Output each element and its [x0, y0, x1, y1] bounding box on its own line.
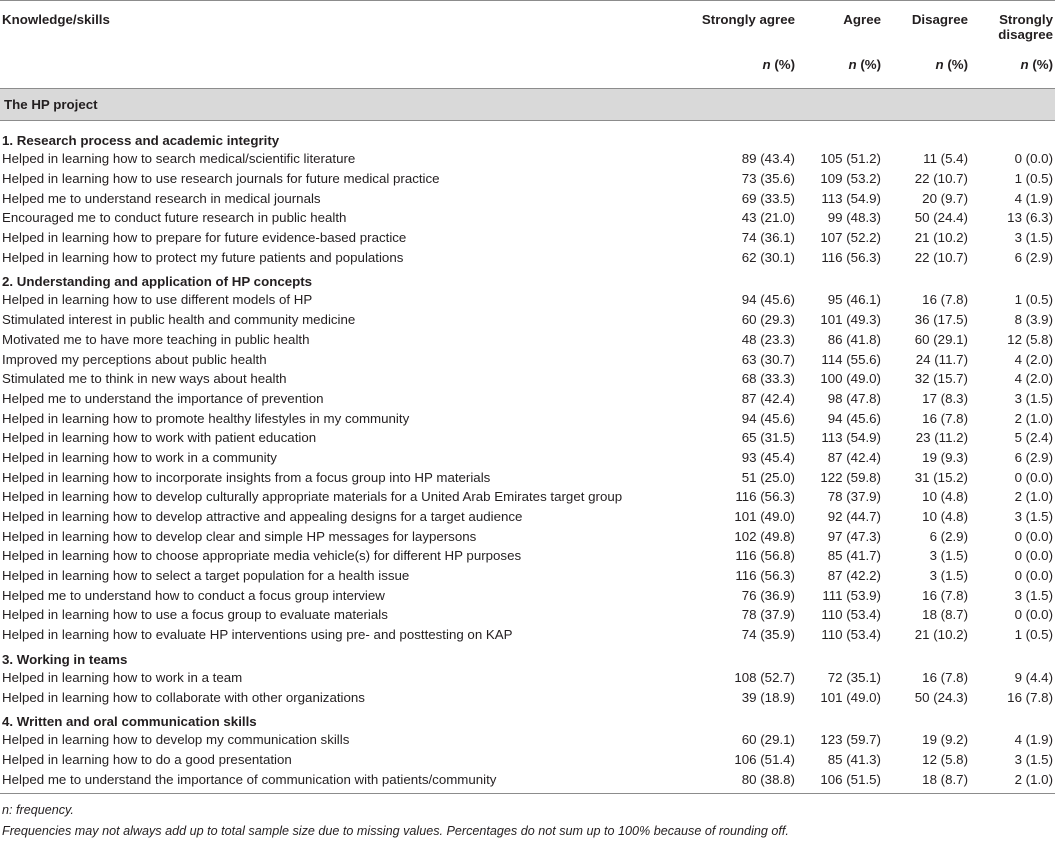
item-label: Helped in learning how to collaborate with other organizations: [2, 689, 365, 705]
strongly-disagree-value: 3 (1.5): [1014, 230, 1053, 246]
table-row: [0, 290, 1055, 310]
subheader-row: [0, 51, 1055, 89]
strongly-agree-value: 116 (56.3): [735, 489, 795, 505]
section-title: 1. Research process and academic integrity: [2, 133, 280, 148]
disagree-value: 22 (10.7): [914, 249, 968, 265]
strongly-disagree-value: 4 (2.0): [1014, 351, 1053, 367]
agree-value: 123 (59.7): [820, 732, 881, 748]
table-row: [0, 310, 1055, 330]
strongly-disagree-value: 1 (0.5): [1014, 292, 1053, 308]
section-heading-row: [0, 707, 1055, 730]
section-heading-row: [0, 267, 1055, 290]
header-disagree: Disagree: [883, 1, 970, 51]
agree-value: 111 (53.9): [822, 587, 881, 603]
strongly-disagree-value: 2 (1.0): [1014, 489, 1053, 505]
table-row: [0, 546, 1055, 566]
disagree-value: 22 (10.7): [914, 171, 968, 187]
strongly-disagree-value: 16 (7.8): [1007, 689, 1053, 705]
disagree-value: 60 (29.1): [914, 331, 968, 347]
table-row: [0, 428, 1055, 448]
n-label: n: [1020, 56, 1029, 72]
pct-label: (%): [947, 56, 968, 72]
table-row: [0, 668, 1055, 688]
disagree-value: 21 (10.2): [914, 627, 968, 643]
item-label: Helped me to understand the importance of prevention: [2, 390, 324, 406]
table-row: [0, 188, 1055, 208]
header-knowledge-skills: Knowledge/skills: [0, 1, 670, 51]
strongly-disagree-value: 2 (1.0): [1014, 410, 1053, 426]
strongly-disagree-value: 12 (5.8): [1007, 331, 1053, 347]
strongly-agree-value: 106 (51.4): [734, 751, 795, 767]
footnote-missing-values: Frequencies may not always add up to total sample size due to missing values. Percentages do not sum up to 100% because of rounding off.: [2, 823, 789, 838]
disagree-value: 24 (11.7): [915, 351, 968, 367]
table-row: [0, 507, 1055, 527]
disagree-value: 6 (2.9): [929, 528, 968, 544]
item-label: Stimulated me to think in new ways about health: [2, 371, 287, 387]
disagree-value: 16 (7.8): [922, 292, 968, 308]
agree-value: 101 (49.3): [820, 312, 881, 328]
strongly-disagree-value: 1 (0.5): [1014, 627, 1053, 643]
strongly-disagree-value: 13 (6.3): [1007, 210, 1053, 226]
disagree-value: 20 (9.7): [922, 190, 968, 206]
item-label: Stimulated interest in public health and community medicine: [2, 312, 356, 328]
agree-value: 110 (53.4): [821, 607, 881, 623]
strongly-agree-value: 80 (38.8): [670, 769, 797, 793]
disagree-value: 18 (8.7): [883, 769, 970, 793]
agree-value: 85 (41.3): [827, 751, 881, 767]
agree-value: 86 (41.8): [827, 331, 881, 347]
strongly-disagree-value: 0 (0.0): [1014, 607, 1053, 623]
table-row: [0, 687, 1055, 707]
disagree-value: 17 (8.3): [922, 390, 968, 406]
strongly-agree-value: 108 (52.7): [734, 669, 795, 685]
agree-value: 106 (51.5): [797, 769, 883, 793]
header-agree: Agree: [797, 1, 883, 51]
item-label: Helped in learning how to prepare for future evidence-based practice: [2, 230, 407, 246]
project-title-row: [0, 89, 1055, 121]
subheader-n-pct: [883, 51, 970, 89]
table-row: [0, 585, 1055, 605]
disagree-value: 16 (7.8): [922, 669, 968, 685]
strongly-disagree-value: 0 (0.0): [1014, 568, 1053, 584]
disagree-value: 23 (11.2): [915, 430, 968, 446]
strongly-agree-value: 102 (49.8): [734, 528, 795, 544]
strongly-disagree-value: 0 (0.0): [1014, 469, 1053, 485]
item-label: Helped in learning how to incorporate insights from a focus group into HP materials: [2, 469, 491, 485]
strongly-agree-value: 60 (29.1): [741, 732, 795, 748]
agree-value: 109 (53.2): [820, 171, 881, 187]
strongly-disagree-value: 0 (0.0): [1014, 548, 1053, 564]
item-label: Helped in learning how to work in a community: [2, 449, 277, 465]
item-label: Helped in learning how to develop attractive and appealing designs for a target audience: [2, 509, 523, 525]
item-label: Helped in learning how to search medical/scientific literature: [2, 151, 356, 167]
strongly-agree-value: 63 (30.7): [741, 351, 795, 367]
table-row: [0, 625, 1055, 645]
disagree-value: 21 (10.2): [914, 230, 968, 246]
strongly-agree-value: 93 (45.4): [741, 449, 795, 465]
agree-value: 72 (35.1): [827, 669, 881, 685]
subheader-blank: [0, 51, 670, 89]
strongly-disagree-value: 1 (0.5): [1014, 171, 1053, 187]
agree-value: 97 (47.3): [827, 528, 881, 544]
strongly-agree-value: 116 (56.8): [735, 548, 795, 564]
strongly-agree-value: 73 (35.6): [741, 171, 795, 187]
table-row: [0, 526, 1055, 546]
strongly-agree-value: 62 (30.1): [741, 249, 795, 265]
strongly-agree-value: 68 (33.3): [741, 371, 795, 387]
agree-value: 114 (55.6): [821, 351, 881, 367]
strongly-disagree-value: 4 (1.9): [1014, 732, 1053, 748]
item-label: Improved my perceptions about public health: [2, 351, 267, 367]
agree-value: 87 (42.4): [827, 449, 881, 465]
disagree-value: 10 (4.8): [922, 489, 968, 505]
header-row: [0, 1, 1055, 51]
item-label: Helped in learning how to use research journals for future medical practice: [2, 171, 440, 187]
disagree-value: 50 (24.4): [914, 210, 968, 226]
strongly-agree-value: 94 (45.6): [741, 410, 795, 426]
strongly-disagree-value: 3 (1.5): [1014, 390, 1053, 406]
table-row: [0, 605, 1055, 625]
disagree-value: 32 (15.7): [914, 371, 968, 387]
n-label: n: [848, 56, 857, 72]
subheader-n-pct: [797, 51, 883, 89]
item-label: Helped me to understand how to conduct a focus group interview: [2, 587, 385, 603]
n-label: n: [762, 56, 771, 72]
item-label: Helped in learning how to work with patient education: [2, 430, 317, 446]
strongly-agree-value: 89 (43.4): [741, 151, 795, 167]
strongly-agree-value: 74 (36.1): [741, 230, 795, 246]
table-row: [0, 566, 1055, 586]
table-row: [0, 769, 1055, 793]
table-row: [0, 228, 1055, 248]
agree-value: 87 (42.2): [827, 568, 881, 584]
item-label: Helped me to understand the importance of communication with patients/community: [0, 769, 670, 793]
agree-value: 122 (59.8): [820, 469, 881, 485]
table-row: [0, 467, 1055, 487]
table-row: [0, 208, 1055, 228]
agree-value: 113 (54.9): [821, 430, 881, 446]
agree-value: 100 (49.0): [820, 371, 881, 387]
agree-value: 92 (44.7): [827, 509, 881, 525]
table-row: [0, 149, 1055, 169]
strongly-agree-value: 48 (23.3): [741, 331, 795, 347]
strongly-disagree-value: 0 (0.0): [1014, 151, 1053, 167]
table-row: [0, 169, 1055, 189]
table-row: [0, 750, 1055, 770]
strongly-disagree-value: 0 (0.0): [1014, 528, 1053, 544]
strongly-disagree-value: 6 (2.9): [1014, 249, 1053, 265]
disagree-value: 19 (9.3): [922, 449, 968, 465]
item-label: Helped in learning how to use a focus group to evaluate materials: [2, 607, 388, 623]
agree-value: 94 (45.6): [827, 410, 881, 426]
item-label: Encouraged me to conduct future research in public health: [2, 210, 347, 226]
disagree-value: 3 (1.5): [929, 548, 968, 564]
strongly-agree-value: 69 (33.5): [741, 190, 795, 206]
item-label: Helped in learning how to evaluate HP interventions using pre- and posttesting on KAP: [2, 627, 513, 643]
strongly-agree-value: 101 (49.0): [734, 509, 795, 525]
agree-value: 95 (46.1): [827, 292, 881, 308]
strongly-agree-value: 65 (31.5): [741, 430, 795, 446]
disagree-value: 36 (17.5): [914, 312, 968, 328]
agree-value: 107 (52.2): [820, 230, 881, 246]
item-label: Helped in learning how to develop culturally appropriate materials for a United Arab Emirates target group: [2, 489, 623, 505]
disagree-value: 16 (7.8): [922, 410, 968, 426]
strongly-agree-value: 94 (45.6): [741, 292, 795, 308]
item-label: Helped me to understand research in medical journals: [2, 190, 321, 206]
agree-value: 99 (48.3): [827, 210, 881, 226]
strongly-disagree-value: 8 (3.9): [1014, 312, 1053, 328]
agree-value: 101 (49.0): [820, 689, 881, 705]
strongly-disagree-value: 3 (1.5): [1014, 751, 1053, 767]
strongly-agree-value: 43 (21.0): [741, 210, 795, 226]
item-label: Helped in learning how to work in a team: [2, 669, 243, 685]
item-label: Helped in learning how to promote healthy lifestyles in my community: [2, 410, 410, 426]
item-label: Helped in learning how to select a target population for a health issue: [2, 568, 410, 584]
disagree-value: 19 (9.2): [922, 732, 968, 748]
table-row: [0, 487, 1055, 507]
agree-value: 105 (51.2): [820, 151, 881, 167]
disagree-value: 3 (1.5): [929, 568, 968, 584]
strongly-agree-value: 51 (25.0): [741, 469, 795, 485]
item-label: Helped in learning how to protect my future patients and populations: [2, 249, 404, 265]
disagree-value: 50 (24.3): [914, 689, 968, 705]
agree-value: 78 (37.9): [827, 489, 881, 505]
strongly-agree-value: 76 (36.9): [741, 587, 795, 603]
header-strongly-agree: Strongly agree: [670, 1, 797, 51]
strongly-disagree-value: 2 (1.0): [970, 769, 1055, 793]
item-label: Helped in learning how to develop clear and simple HP messages for laypersons: [2, 528, 477, 544]
table-row: [0, 247, 1055, 267]
strongly-agree-value: 78 (37.9): [741, 607, 795, 623]
table-row: [0, 369, 1055, 389]
disagree-value: 12 (5.8): [922, 751, 968, 767]
table-row: [0, 448, 1055, 468]
item-label: Helped in learning how to develop my communication skills: [2, 732, 350, 748]
section-heading-row: [0, 645, 1055, 668]
strongly-agree-value: 74 (35.9): [741, 627, 795, 643]
pct-label: (%): [1032, 56, 1053, 72]
table-body: [0, 89, 1055, 794]
section-title: 2. Understanding and application of HP concepts: [2, 274, 313, 290]
header-strongly-disagree: Strongly disagree: [970, 1, 1055, 51]
strongly-disagree-value: 4 (1.9): [1014, 190, 1053, 206]
agree-value: 113 (54.9): [821, 190, 881, 206]
strongly-disagree-value: 3 (1.5): [1014, 509, 1053, 525]
subheader-n-pct: [970, 51, 1055, 89]
project-title: The HP project: [0, 89, 1055, 121]
item-label: Helped in learning how to use different models of HP: [2, 292, 313, 308]
section-title: 4. Written and oral communication skills: [2, 713, 257, 729]
strongly-agree-value: 39 (18.9): [741, 689, 795, 705]
strongly-agree-value: 60 (29.3): [741, 312, 795, 328]
strongly-disagree-value: 9 (4.4): [1014, 669, 1053, 685]
item-label: Motivated me to have more teaching in public health: [2, 331, 310, 347]
item-label: Helped in learning how to choose appropriate media vehicle(s) for different HP purposes: [2, 548, 522, 564]
table-row: [0, 730, 1055, 750]
strongly-agree-value: 87 (42.4): [741, 390, 795, 406]
n-label: n: [935, 56, 944, 72]
strongly-agree-value: 116 (56.3): [735, 568, 795, 584]
section-heading-row: [0, 121, 1055, 150]
table-row: [0, 349, 1055, 369]
strongly-disagree-value: 3 (1.5): [1014, 587, 1053, 603]
disagree-value: 11 (5.4): [923, 151, 968, 167]
table-row: [0, 389, 1055, 409]
section-title: 3. Working in teams: [2, 651, 128, 667]
strongly-disagree-value: 5 (2.4): [1014, 430, 1053, 446]
strongly-disagree-value: 4 (2.0): [1014, 371, 1053, 387]
agree-value: 98 (47.8): [827, 390, 881, 406]
pct-label: (%): [774, 56, 795, 72]
footnote-frequency: n: frequency.: [2, 802, 74, 817]
strongly-disagree-value: 6 (2.9): [1014, 449, 1053, 465]
agree-value: 110 (53.4): [821, 627, 881, 643]
disagree-value: 16 (7.8): [922, 587, 968, 603]
agree-value: 116 (56.3): [821, 249, 881, 265]
table-row: [0, 408, 1055, 428]
agree-value: 85 (41.7): [827, 548, 881, 564]
disagree-value: 18 (8.7): [922, 607, 968, 623]
item-label: Helped in learning how to do a good presentation: [2, 751, 292, 767]
footnotes: [0, 800, 1055, 842]
table-row: [0, 330, 1055, 350]
subheader-n-pct: [670, 51, 797, 89]
disagree-value: 10 (4.8): [922, 509, 968, 525]
disagree-value: 31 (15.2): [914, 469, 968, 485]
pct-label: (%): [860, 56, 881, 72]
